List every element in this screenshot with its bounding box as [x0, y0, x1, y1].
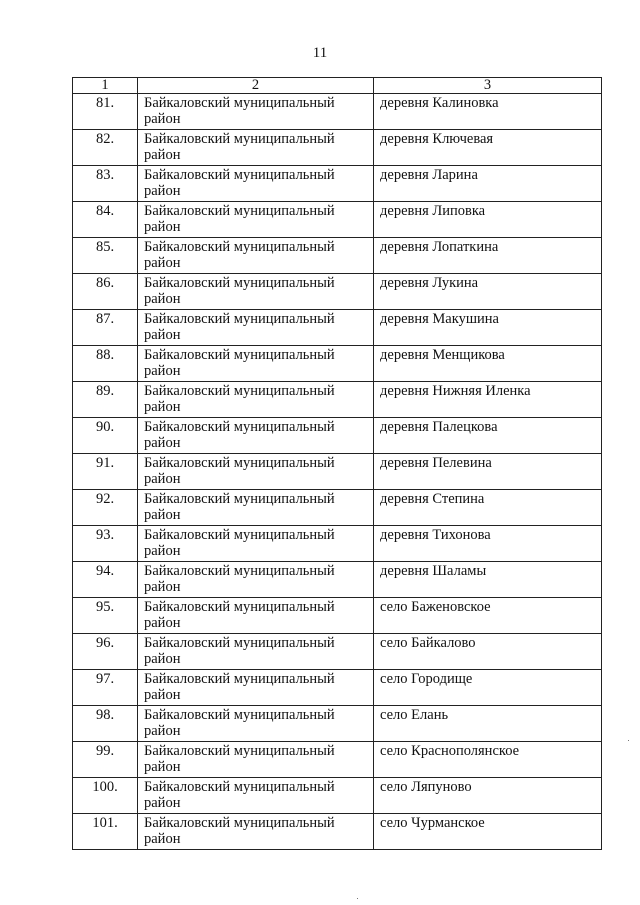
row-number-cell: 85.	[73, 238, 138, 274]
settlement-cell: деревня Палецкова	[374, 418, 602, 454]
district-cell: Байкаловский муниципальный район	[138, 814, 374, 850]
district-cell: Байкаловский муниципальный район	[138, 274, 374, 310]
row-number-cell: 97.	[73, 670, 138, 706]
settlement-cell: деревня Нижняя Иленка	[374, 382, 602, 418]
settlement-cell: село Баженовское	[374, 598, 602, 634]
settlement-cell: деревня Липовка	[374, 202, 602, 238]
settlement-cell: село Елань	[374, 706, 602, 742]
table-row	[73, 562, 602, 598]
settlements-table	[72, 77, 602, 850]
table-row	[73, 238, 602, 274]
table-row	[73, 202, 602, 238]
district-cell: Байкаловский муниципальный район	[138, 526, 374, 562]
row-number-cell: 93.	[73, 526, 138, 562]
district-cell: Байкаловский муниципальный район	[138, 418, 374, 454]
row-number-cell: 101.	[73, 814, 138, 850]
district-cell: Байкаловский муниципальный район	[138, 202, 374, 238]
row-number-cell: 86.	[73, 274, 138, 310]
district-cell: Байкаловский муниципальный район	[138, 598, 374, 634]
table-row	[73, 310, 602, 346]
table-row	[73, 166, 602, 202]
row-number-cell: 84.	[73, 202, 138, 238]
settlement-cell: деревня Ключевая	[374, 130, 602, 166]
table-row	[73, 382, 602, 418]
row-number-cell: 87.	[73, 310, 138, 346]
row-number-cell: 94.	[73, 562, 138, 598]
settlement-cell: деревня Лопаткина	[374, 238, 602, 274]
header-cell-settlement: 3	[374, 78, 602, 94]
header-row	[73, 78, 602, 94]
scan-speck	[357, 898, 358, 899]
header-cell-district: 2	[138, 78, 374, 94]
settlement-cell: деревня Шаламы	[374, 562, 602, 598]
district-cell: Байкаловский муниципальный район	[138, 310, 374, 346]
settlement-cell: село Ляпуново	[374, 778, 602, 814]
table-row	[73, 274, 602, 310]
row-number-cell: 82.	[73, 130, 138, 166]
table-row	[73, 778, 602, 814]
table-row	[73, 670, 602, 706]
row-number-cell: 100.	[73, 778, 138, 814]
settlement-cell: деревня Степина	[374, 490, 602, 526]
settlement-cell: деревня Тихонова	[374, 526, 602, 562]
settlement-cell: село Чурманское	[374, 814, 602, 850]
district-cell: Байкаловский муниципальный район	[138, 166, 374, 202]
table-row	[73, 418, 602, 454]
settlement-cell: деревня Калиновка	[374, 94, 602, 130]
district-cell: Байкаловский муниципальный район	[138, 742, 374, 778]
table-row	[73, 94, 602, 130]
district-cell: Байкаловский муниципальный район	[138, 706, 374, 742]
row-number-cell: 81.	[73, 94, 138, 130]
district-cell: Байкаловский муниципальный район	[138, 562, 374, 598]
table-row	[73, 490, 602, 526]
district-cell: Байкаловский муниципальный район	[138, 382, 374, 418]
table-body	[73, 94, 602, 850]
table-header	[73, 78, 602, 94]
settlement-cell: деревня Ларина	[374, 166, 602, 202]
district-cell: Байкаловский муниципальный район	[138, 130, 374, 166]
district-cell: Байкаловский муниципальный район	[138, 454, 374, 490]
settlement-cell: деревня Менщикова	[374, 346, 602, 382]
scan-speck	[628, 740, 629, 741]
table-row	[73, 742, 602, 778]
row-number-cell: 88.	[73, 346, 138, 382]
district-cell: Байкаловский муниципальный район	[138, 778, 374, 814]
page-number: 11	[312, 45, 328, 61]
header-cell-number: 1	[73, 78, 138, 94]
row-number-cell: 98.	[73, 706, 138, 742]
row-number-cell: 91.	[73, 454, 138, 490]
district-cell: Байкаловский муниципальный район	[138, 670, 374, 706]
table-row	[73, 598, 602, 634]
settlement-cell: деревня Макушина	[374, 310, 602, 346]
row-number-cell: 89.	[73, 382, 138, 418]
row-number-cell: 90.	[73, 418, 138, 454]
table-row	[73, 346, 602, 382]
district-cell: Байкаловский муниципальный район	[138, 634, 374, 670]
settlement-cell: село Краснополянское	[374, 742, 602, 778]
table-row	[73, 454, 602, 490]
table-row	[73, 634, 602, 670]
row-number-cell: 92.	[73, 490, 138, 526]
table-row	[73, 706, 602, 742]
row-number-cell: 99.	[73, 742, 138, 778]
table-row	[73, 130, 602, 166]
table-row	[73, 814, 602, 850]
table-row	[73, 526, 602, 562]
settlement-cell: село Городище	[374, 670, 602, 706]
row-number-cell: 95.	[73, 598, 138, 634]
district-cell: Байкаловский муниципальный район	[138, 346, 374, 382]
row-number-cell: 83.	[73, 166, 138, 202]
district-cell: Байкаловский муниципальный район	[138, 238, 374, 274]
settlement-cell: село Байкалово	[374, 634, 602, 670]
district-cell: Байкаловский муниципальный район	[138, 490, 374, 526]
district-cell: Байкаловский муниципальный район	[138, 94, 374, 130]
settlement-cell: деревня Лукина	[374, 274, 602, 310]
row-number-cell: 96.	[73, 634, 138, 670]
settlement-cell: деревня Пелевина	[374, 454, 602, 490]
